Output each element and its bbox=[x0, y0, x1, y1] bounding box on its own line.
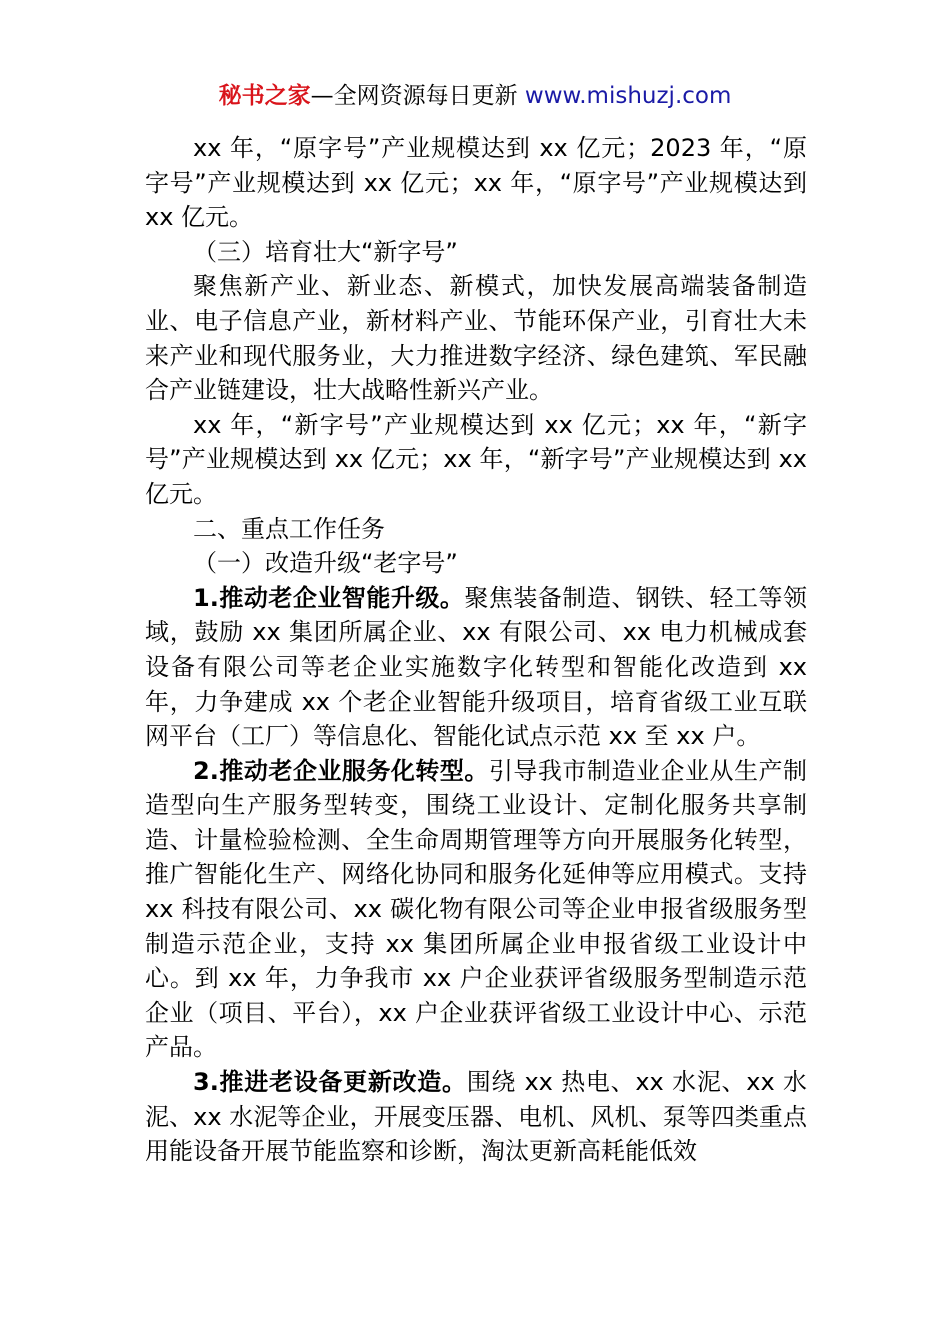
paragraph-text: xx 年，“原字号”产业规模达到 xx 亿元；2023 年，“原字号”产业规模达到 xx 亿元；xx 年，“原字号”产业规模达到 xx 亿元。 bbox=[145, 134, 807, 232]
paragraph-yuanzihao-scale bbox=[145, 131, 807, 235]
task-text: 引导我市制造业企业从生产制造型向生产服务型转变，围绕工业设计、定制化服务共享制造、计量检验检测、全生命周期管理等方向开展服务化转型，推广智能化生产、网络化协同和服务化延伸等应用模式。支持 xx 科技有限公司、xx 碳化物有限公司等企业申报省级服务型制造示范企业，支持 xx 集团所属企业申报省级工业设计中心。到 xx 年，力争我市 xx 户企业获评省级服务型制造示范企业（项目、平台），xx 户企业获评省级工业设计中心、示范产品。 bbox=[145, 756, 807, 1062]
paragraph-xinzihao-scale bbox=[145, 408, 807, 512]
site-url-link[interactable]: www.mishuzj.com bbox=[524, 83, 732, 109]
task-text: 围绕 xx 热电、xx 水泥、xx 水泥、xx 水泥等企业，开展变压器、电机、风机、泵等四类重点用能设备开展节能监察和诊断，淘汰更新高耗能低效 bbox=[145, 1068, 807, 1166]
task-item-3 bbox=[145, 1065, 807, 1169]
task-lead: 3.推进老设备更新改造。 bbox=[193, 1068, 467, 1097]
heading-text: （一）改造升级“老字号” bbox=[193, 549, 458, 578]
section-heading-3 bbox=[145, 235, 807, 270]
heading-text: 二、重点工作任务 bbox=[193, 514, 385, 543]
task-lead: 1.推动老企业智能升级。 bbox=[193, 583, 465, 612]
site-brand: 秘书之家 bbox=[218, 83, 311, 109]
paragraph-text: xx 年，“新字号”产业规模达到 xx 亿元；xx 年，“新字号”产业规模达到 xx 亿元；xx 年，“新字号”产业规模达到 xx 亿元。 bbox=[145, 410, 807, 508]
site-header bbox=[0, 80, 950, 112]
section-heading-2 bbox=[145, 512, 807, 547]
task-item-1 bbox=[145, 581, 807, 754]
document-body bbox=[145, 131, 807, 1169]
paragraph-new-industries bbox=[145, 269, 807, 407]
task-lead: 2.推动老企业服务化转型。 bbox=[193, 756, 489, 785]
site-tagline: —全网资源每日更新 bbox=[310, 83, 518, 109]
paragraph-text: 聚焦新产业、新业态、新模式，加快发展高端装备制造业、电子信息产业，新材料产业、节能环保产业，引育壮大未来产业和现代服务业，大力推进数字经济、绿色建筑、军民融合产业链建设，壮大战略性新兴产业。 bbox=[145, 272, 807, 405]
section-heading-1 bbox=[145, 546, 807, 581]
heading-text: （三）培育壮大“新字号” bbox=[193, 237, 458, 266]
task-text: 聚焦装备制造、钢铁、轻工等领域，鼓励 xx 集团所属企业、xx 有限公司、xx 电力机械成套设备有限公司等老企业实施数字化转型和智能化改造到 xx 年，力争建成 xx 个老企业智能升级项目，培育省级工业互联网平台（工厂）等信息化、智能化试点示范 xx 至 xx 户。 bbox=[145, 583, 807, 751]
task-item-2 bbox=[145, 754, 807, 1065]
